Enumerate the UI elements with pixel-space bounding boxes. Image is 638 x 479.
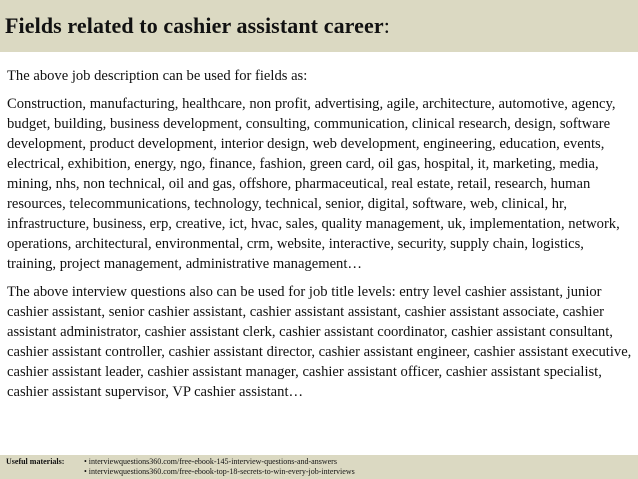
slide-title-colon: :: [383, 13, 390, 38]
footer-link-ebook-145[interactable]: • interviewquestions360.com/free-ebook-145-interview-questions-and-answers: [84, 457, 337, 466]
useful-materials-label-text: Useful materials: [6, 457, 62, 466]
footer-bar: [0, 455, 638, 479]
job-levels-paragraph: The above interview questions also can be used for job title levels: entry level cashier assistant, junior cashier assistant, senior cashier assistant, cashier assistant assistant, cashier assistant associate, cashier assistant administrator, cashier assistant clerk, cashier assistant coordinator, cashier assistant consultant, cashier assistant controller, cashier assistant director, cashier assistant engineer, cashier assistant executive, cashier assistant leader, cashier assistant manager, cashier assistant officer, cashier assistant specialist, cashier assistant supervisor, VP cashier assistant…: [7, 284, 632, 400]
fields-paragraph: Construction, manufacturing, healthcare, non profit, advertising, agile, architecture, automotive, agency, budget, building, business development, consulting, communication, clinical research, design, software development, product development, interior design, web development, engineering, education, events, electrical, exhibition, energy, ngo, finance, fashion, green card, oil gas, hospital, it, marketing, media, mining, nhs, non technical, oil and gas, offshore, pharmaceutical, real estate, retail, research, human resources, telecommunications, technology, technical, senior, digital, software, web, clinical, hr, infrastructure, business, erp, creative, ict, hvac, sales, quality management, uk, implementation, network, operations, architectural, environmental, crm, website, interactive, security, supply chain, logistics, training, project management, administrative management…: [7, 96, 620, 272]
footer-link-ebook-top-18[interactable]: • interviewquestions360.com/free-ebook-top-18-secrets-to-win-every-job-interviews: [84, 467, 355, 476]
footer-row-1: [6, 457, 638, 467]
slide-title-text: Fields related to cashier assistant career: [5, 13, 384, 38]
footer-row-2: [6, 467, 638, 477]
footer-spacer: [6, 467, 84, 477]
slide-title: [5, 14, 638, 38]
intro-paragraph: The above job description can be used for fields as:: [7, 68, 308, 84]
title-bar: [0, 0, 638, 52]
useful-materials-label: [6, 457, 84, 467]
slide-body: [7, 66, 633, 402]
useful-materials-separator: :: [61, 457, 65, 466]
